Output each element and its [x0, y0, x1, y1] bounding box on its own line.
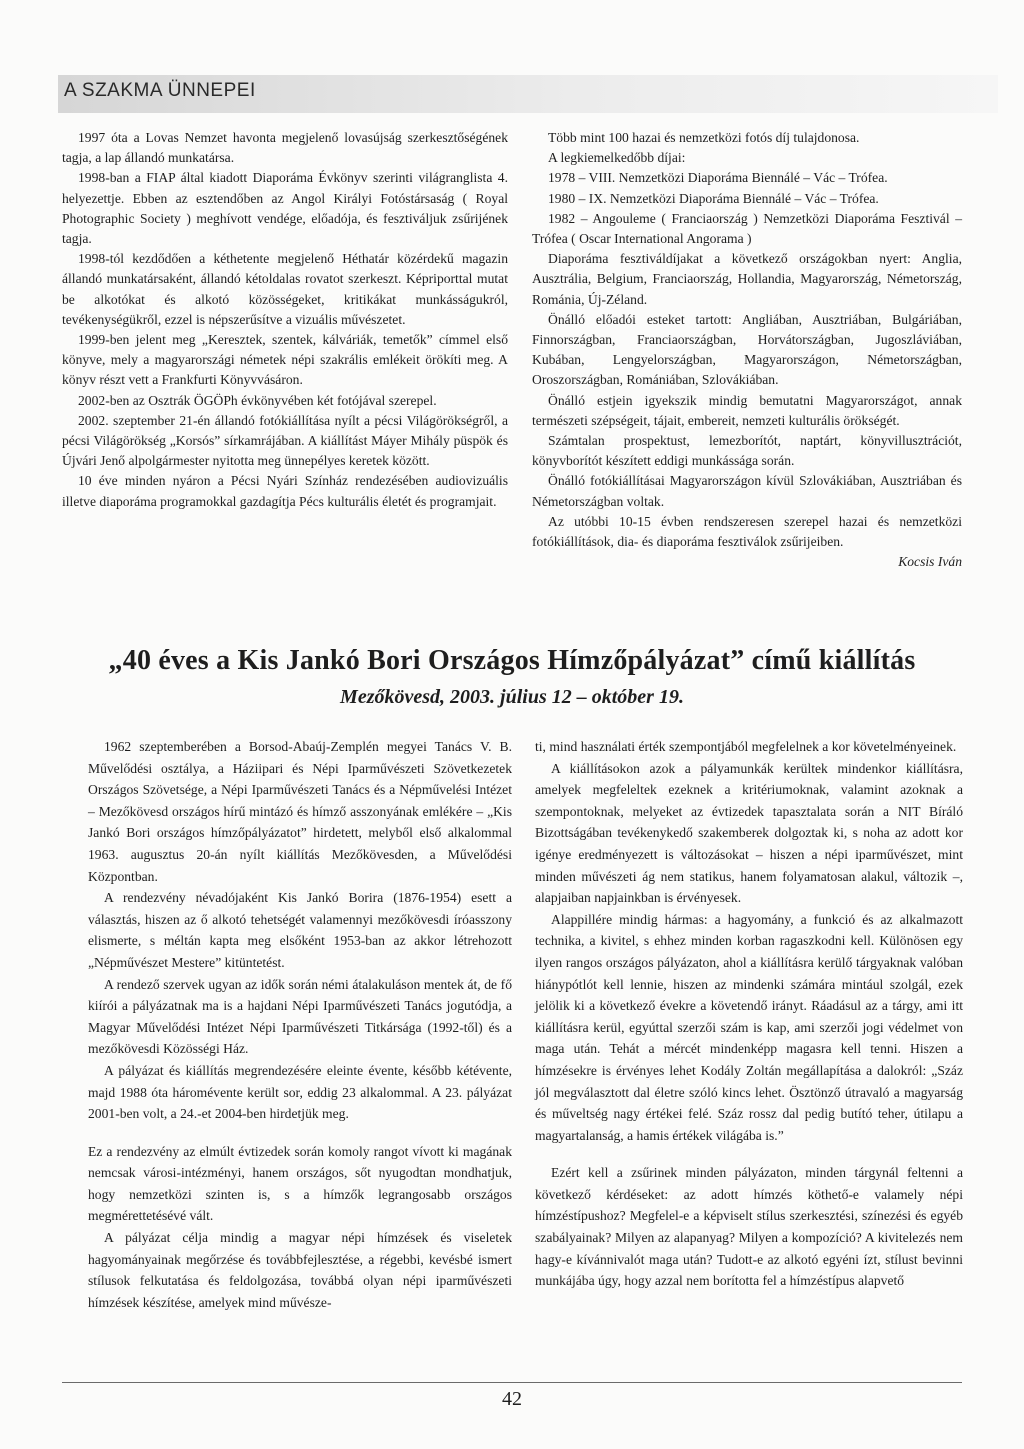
top-right-column [532, 128, 962, 572]
paragraph: A pályázat célja mindig a magyar népi hímzések és viseletek hagyományainak megőrzése és továbbfejlesztése, a régebbi, kevésbé ismert stílusok felkutatása és feldolgozása, továbbá olyan népi iparművészeti hímzések készítése, amelyek mind művésze- [88, 1230, 512, 1310]
paragraph: 1980 – IX. Nemzetközi Diaporáma Biennálé – Vác – Trófea. [548, 190, 879, 206]
paragraph: 1998-tól kezdődően a kéthetente megjelenő Héthatár közérdekű magazin állandó munkatársaként, állandó kétoldalas rovatot szerkeszt. Képriporttal mutat be alkotókat és alkotó közösségeket, kritikákat munkásságukról, tevékenységükről, ezzel is népszerűsítve a vizuális művészetet. [62, 251, 508, 327]
paragraph: 10 éve minden nyáron a Pécsi Nyári Színház rendezésében audiovizuális illetve diaporáma programokkal gazdagítja Pécs kulturális életét és programjait. [62, 473, 508, 509]
paragraph: Ezért kell a zsűrinek minden pályázaton, minden tárgynál feltenni a következő kérdéseket: az adott hímzés köthető-e valamely népi hímzéstípushoz? Megfelel-e a képviselt stílus szerkesztési, színezési és egyéb szabályainak? Milyen az alapanyag? Milyen a kompozíció? A kivitelezés nem hagy-e kívánnivalót maga után? Tudott-e az alkotó egyéni ízt, stílust bevinni munkájába úgy, hogy azzal nem borította fel a hímzéstípus alapvető [535, 1165, 963, 1289]
article-subtitle: Mezőkövesd, 2003. július 12 – október 19. [340, 686, 684, 708]
paragraph: Önálló előadói esteket tartott: Angliában, Ausztriában, Bulgáriában, Finnországban, Franciaországban, Horvátországban, Jugoszláviában, Kubában, Lengyelországban, Magyarországon, Németországban, Oroszországban, Romániában, Szlovákiában. [532, 311, 962, 388]
paragraph: 1982 – Angouleme ( Franciaország ) Nemzetközi Diaporáma Fesztivál – Trófea ( Oscar International Angorama ) [532, 210, 962, 247]
paragraph: Alappillére mindig hármas: a hagyomány, a funkció és az alkalmazott technika, a kivitel, s ehhez minden korban ragaszkodni kell. Különösen egy ilyen rangos országos pályázaton, ahol a kiállításra kerülő tárgyaknak valóban hiánypótlót kell lennie, hiszen az mindenki számára mintául szolgál, ezek jelölik ki a következő évekre a követendő irányt. Ráadásul az a tárgy, ami itt kiállításra kerül, egyúttal szerzői szám is kap, ami szerzői jogi védelmet von maga után. Tehát a mércét mindenképp magasra kell tenni. Hiszen a hímzésekre is érvényes lehet Kodály Zoltán megállapítása a dalokról: „Száz jól megválasztott dal életre szóló kincs lehet. Ösztönző útravaló a magyarság és műveltség nagy értékei felé. Száz rossz dal pedig butító teher, útilapu a magyartalanság, a hamis értékek világába is.” [535, 911, 963, 1143]
author-signature: Kocsis Iván [898, 554, 962, 570]
paragraph: A kiállításokon azok a pályamunkák kerültek mindenkor kiállításra, amelyek megfeleltek ezeknek a kritériumoknak, valamint azoknak a szempontoknak, melyeket az évtizedek tapasztalata során a NIT Bíráló Bizottságában tevékenykedő szakemberek dolgoztak ki, s noha az adott kor igénye eredményezett is változásokat – hiszen a népi iparművészet, mint minden művészeti ág nem statikus, hanem folyamatosan alakul, változik –, alapjaiban napjainkban is érvényesek. [535, 760, 963, 906]
paragraph: 2002-ben az Osztrák ÖGÖPh évkönyvében két fotójával szerepel. [78, 392, 437, 408]
paragraph: Önálló estjein igyekszik mindig bemutatni Magyarországot, annak természeti szépségeit, tájait, embereit, nemzeti kulturális örökségét. [532, 392, 962, 428]
top-left-column [62, 128, 508, 512]
paragraph: Számtalan prospektust, lemezborítót, naptárt, könyvillusztrációt, könyvborítót készített eddigi munkássága során. [532, 433, 962, 469]
page-number: 42 [502, 1388, 522, 1410]
paragraph: 1999-ben jelent meg „Keresztek, szentek, kálváriák, temetők” címmel első könyve, mely a magyarországi németek népi szakrális emlékeit örökíti meg. A könyv részt vett a Frankfurti Könyvvásáron. [62, 332, 508, 388]
section-title: A SZAKMA ÜNNEPEI [64, 80, 256, 101]
footer-divider [62, 1382, 962, 1383]
paragraph: A legkiemelkedőbb díjai: [548, 150, 686, 166]
paragraph: Diaporáma fesztiváldíjakat a következő országokban nyert: Anglia, Ausztrália, Belgium, Franciaország, Hollandia, Magyarország, Németország, Románia, Új-Zéland. [532, 251, 962, 307]
paragraph: 1978 – VIII. Nemzetközi Diaporáma Biennálé – Vác – Trófea. [548, 170, 888, 186]
paragraph: Több mint 100 hazai és nemzetközi fotós díj tulajdonosa. [548, 130, 860, 145]
paragraph: 1962 szeptemberében a Borsod-Abaúj-Zemplén megyei Tanács V. B. Művelődési osztálya, a Háziipari és Népi Iparművészeti Szövetkezetek Országos Szövetsége, a Népi Iparművészeti Tanács és a Népművelési Intézet – Mezőkövesd országos hírű mintázó és hímző asszonyának emlékére – „Kis Jankó Bori országos hímzőpályázatot” hirdetett, melyből első alkalommal 1963. augusztus 20-án nyílt kiállítás Mezőkövesden, a Művelődési Központban. [88, 739, 512, 884]
paragraph: A pályázat és kiállítás megrendezésére eleinte évente, később kétévente, majd 1988 óta háromévente került sor, eddig 23 alkalommal. A 23. pályázat 2001-ben volt, a 24.-et 2004-ben hirdetjük meg. [88, 1062, 512, 1122]
paragraph: Önálló fotókiállításai Magyarországon kívül Szlovákiában, Ausztriában és Németországban voltak. [532, 473, 962, 509]
paragraph: 2002. szeptember 21-én állandó fotókiállítása nyílt a pécsi Világörökségről, a pécsi Világörökség „Korsós” sírkamrájában. A kiállítást Máyer Mihály püspök és Újvári Jenő alpolgármester nyitotta meg ünnepélyes keretek között. [62, 412, 508, 469]
paragraph: Ez a rendezvény az elmúlt évtizedek során komoly rangot vívott ki magának nemcsak városi-intézményi, hanem országos, sőt nyugodtan mondhatjuk, hogy nemzetközi szinten is, s a hímzők legrangosabb országos megmérettetésévé vált. [88, 1143, 512, 1224]
paragraph: A rendező szervek ugyan az idők során némi átalakuláson mentek át, de fő kiírói a pályázatnak ma is a hajdani Népi Iparművészeti Tanács jogutódja, a Magyar Művelődési Intézet Népi Iparművészeti Titkársága (1992-től) és a mezőkövesdi Közösségi Ház. [88, 976, 512, 1057]
paragraph: A rendezvény névadójaként Kis Jankó Borira (1876-1954) esett a választás, hiszen az ő alkotó tehetségét valamennyi mezőkövesdi íróasszony elismerte, s méltán kapta meg elsőként 1953-ban az akkor létrehozott „Népművészet Mestere” kitüntetést. [88, 890, 512, 970]
bottom-left-column [88, 736, 512, 1313]
paragraph: ti, mind használati érték szempontjából megfelelnek a kor követelményeinek. [535, 739, 957, 754]
article-title: „40 éves a Kis Jankó Bori Országos Hímzőpályázat” című kiállítás [108, 645, 916, 676]
bottom-right-column [535, 736, 963, 1292]
paragraph: Az utóbbi 10-15 évben rendszeresen szerepel hazai és nemzetközi fotókiállítások, dia- és diaporáma fesztiválok zsűrijeiben. [532, 513, 962, 550]
paragraph: 1998-ban a FIAP által kiadott Diaporáma Évkönyv szerinti világranglista 4. helyezettje. Ebben az esztendőben az Angol Királyi Fotóstársaság ( Royal Photographic Society ) meghívott vendége, előadója, és fesztiváljuk zsűrijének tagja. [62, 170, 508, 247]
paragraph: 1997 óta a Lovas Nemzet havonta megjelenő lovasújság szerkesztőségének tagja, a lap állandó munkatársa. [62, 130, 508, 166]
section-header [58, 75, 998, 113]
